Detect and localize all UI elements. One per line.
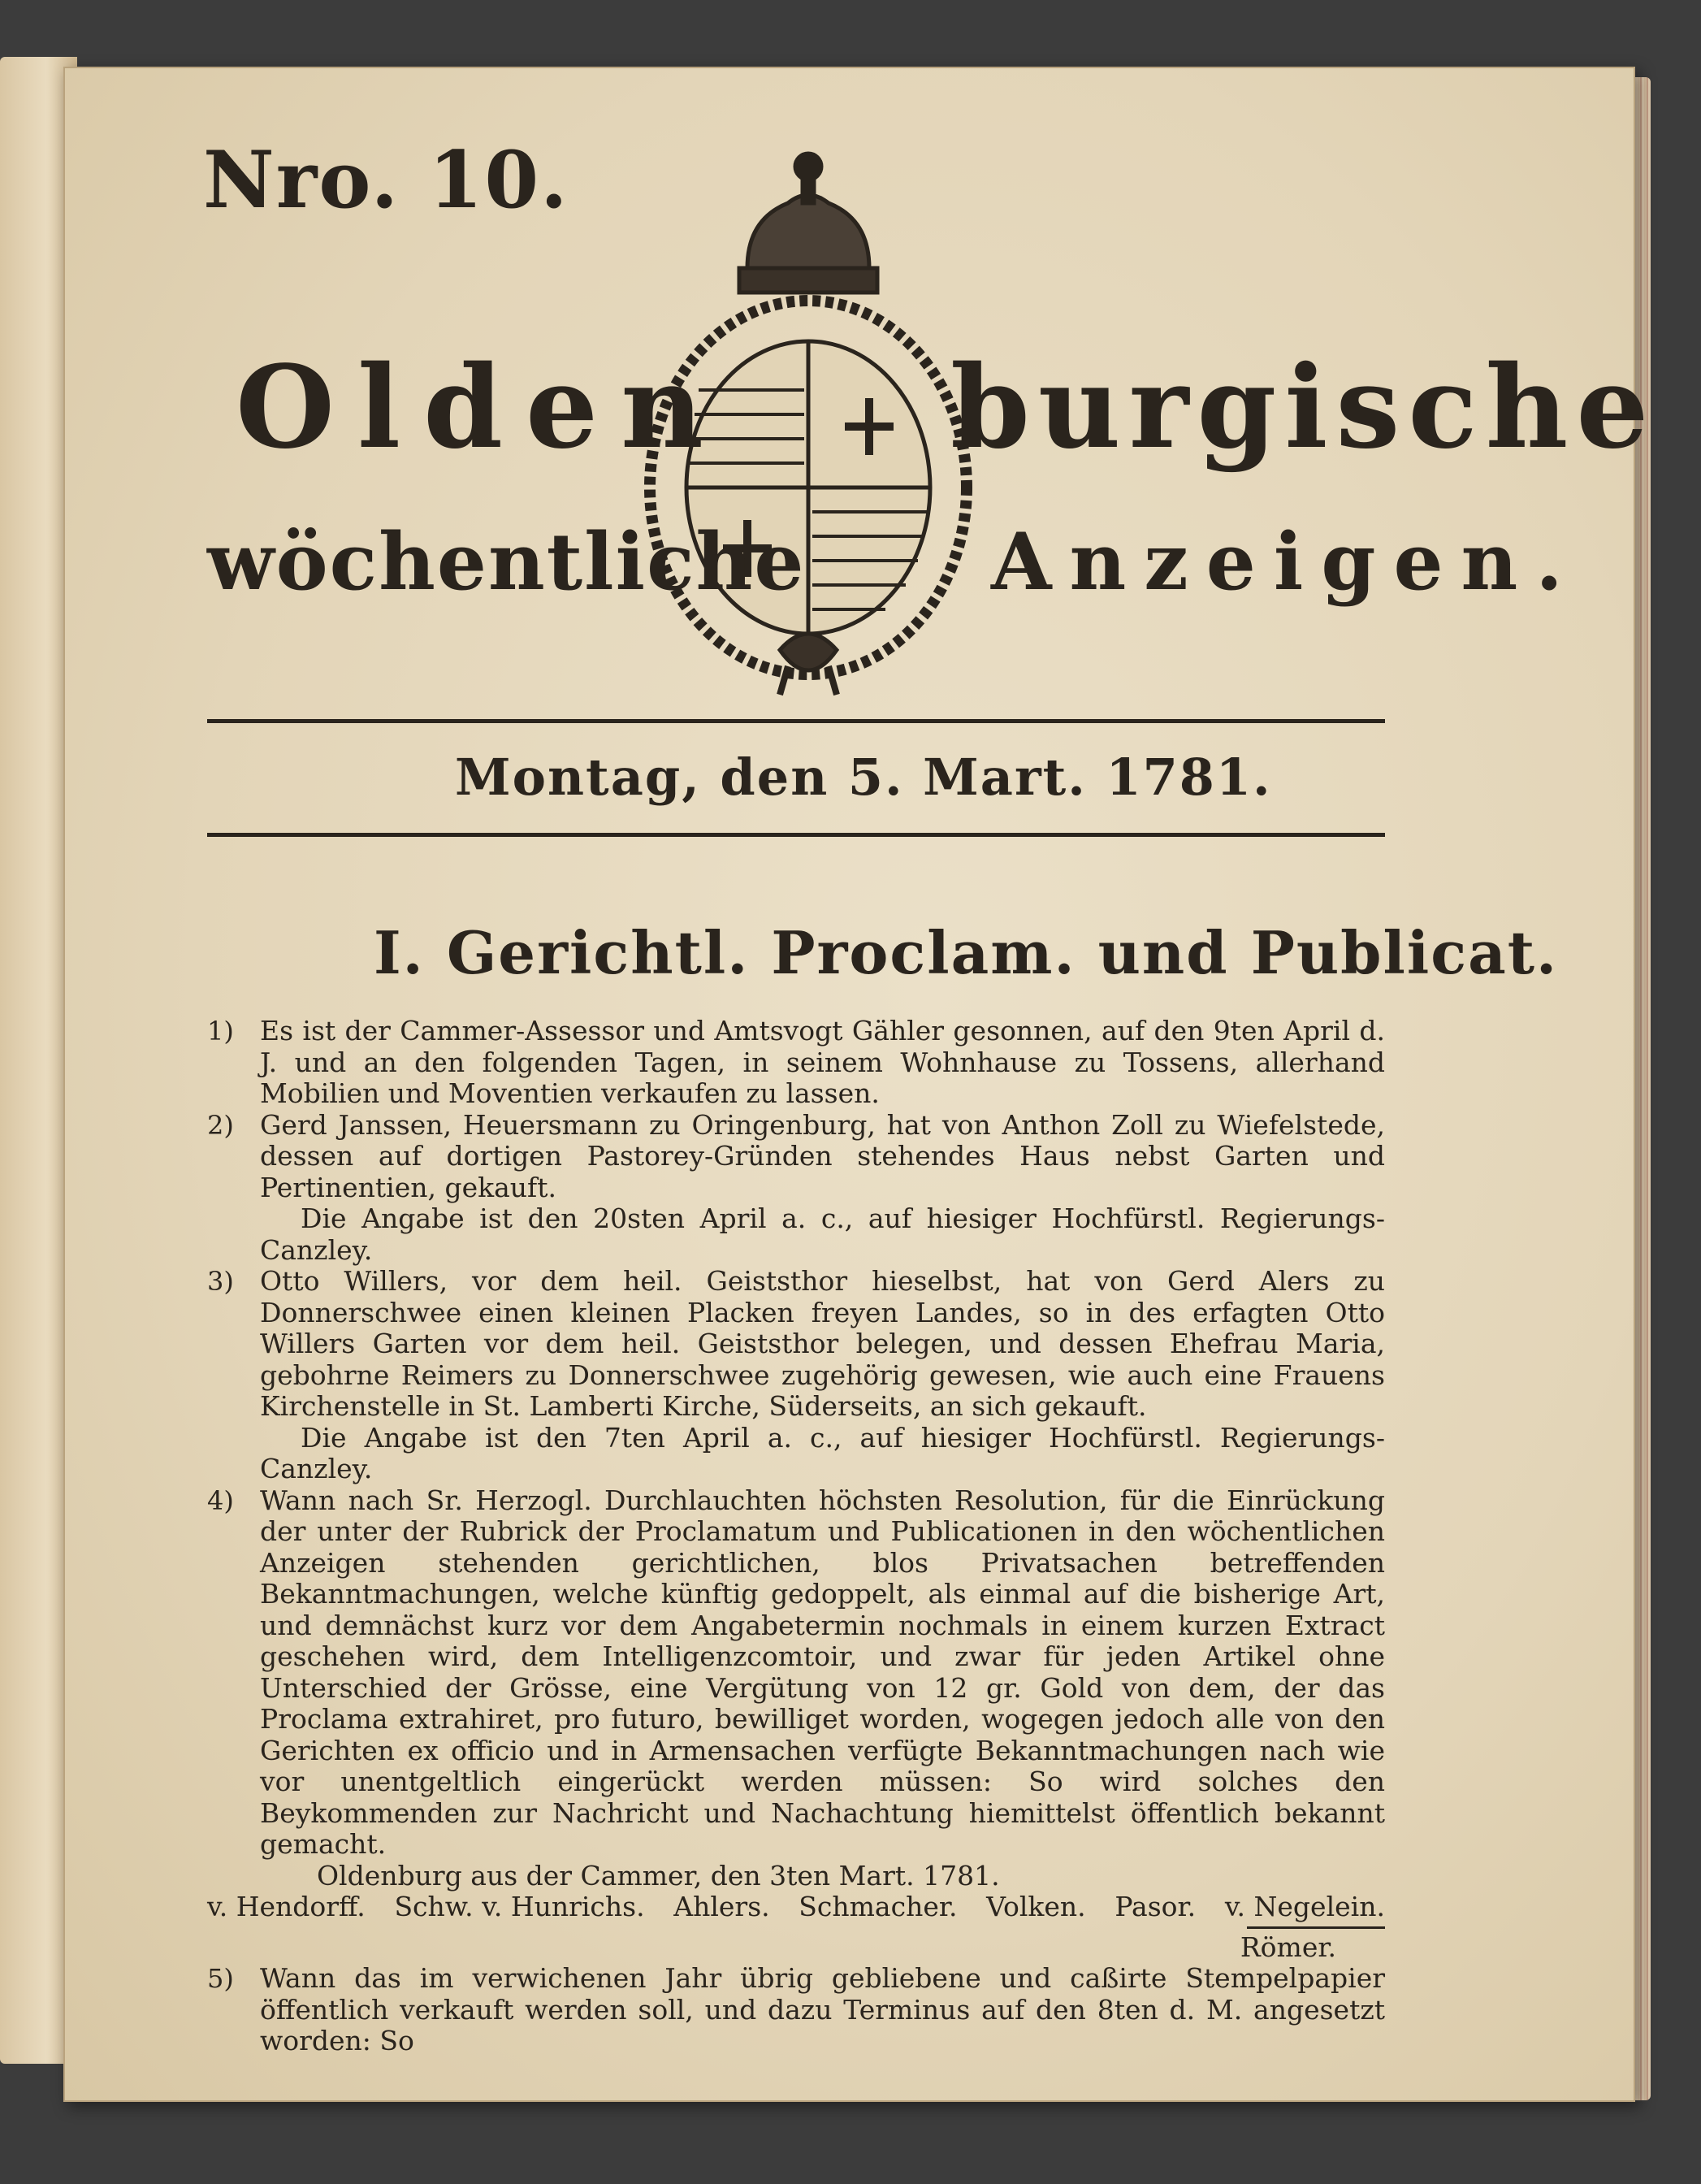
masthead-title-right: burgische xyxy=(950,341,1657,474)
signer: v. Negelein. xyxy=(1224,1891,1385,1922)
signer: Schw. v. Hunrichs. xyxy=(394,1891,645,1922)
masthead-title-left: Olden xyxy=(236,341,726,474)
issue-number: Nro. 10. xyxy=(203,134,569,226)
entry-number: 4) xyxy=(207,1484,234,1516)
signers-line xyxy=(207,1892,1385,1923)
entry-5 xyxy=(207,1963,1385,2057)
entry-3 xyxy=(207,1266,1385,1485)
entry-2 xyxy=(207,1110,1385,1267)
last-signer: Römer. xyxy=(1240,1930,1336,1963)
masthead-subtitle-right: Anzeigen. xyxy=(991,516,1581,608)
entry-note: Die Angabe ist den 7ten April a. c., auf hiesiger Hochfürstl. Regierungs-Canzley. xyxy=(260,1421,1385,1484)
signer: Volken. xyxy=(986,1891,1086,1922)
entry-1 xyxy=(207,1016,1385,1110)
signature-rule xyxy=(1247,1926,1385,1929)
entry-number: 5) xyxy=(207,1963,234,1994)
entry-number: 2) xyxy=(207,1109,234,1141)
entry-4 xyxy=(207,1485,1385,1892)
signer: Pasor. xyxy=(1115,1891,1197,1922)
signer: v. Hendorff. xyxy=(207,1891,366,1922)
entry-note: Die Angabe ist den 20sten April a. c., auf hiesiger Hochfürstl. Regierungs-Canzley. xyxy=(260,1202,1385,1266)
entry-closing: Oldenburg aus der Cammer, den 3ten Mart. 1781. xyxy=(317,1859,1000,1892)
entry-text: Otto Willers, vor dem heil. Geiststhor hieselbst, hat von Gerd Alers zu Donnerschwee einen kleinen Placken freyen Landes, so in des erfagten Otto Willers Garten vor dem heil. Geiststhor belegen, und dessen Ehefrau Maria, gebohrne Reimers zu Donnerschwee zugehörig gewesen, wie auch eine Frauens Kirchenstelle in St. Lamberti Kirche, Süderseits, an sich gekauft. xyxy=(260,1265,1385,1422)
entry-text: Es ist der Cammer-Assessor und Amtsvogt Gähler gesonnen, auf den 9ten April d. J. und an den folgenden Tagen, in seinem Wohnhause zu Tossens, allerhand Mobilien und Moventien verkaufen zu lassen. xyxy=(260,1015,1385,1109)
header-rule-bottom xyxy=(207,833,1385,837)
masthead-subtitle-left: wöchentliche xyxy=(207,516,806,608)
entry-text: Wann nach Sr. Herzogl. Durchlauchten höchsten Resolution, für die Einrückung der unter der Rubrick der Proclamatum und Publicationen in den wöchentlichen Anzeigen stehenden gerichtlichen, blos Privatsachen betreffenden Bekanntmachungen, welche künftig gedoppelt, als einmal auf die bisherige Art, und demnächst kurz vor dem Angabetermin nochmals in einem kurzen Extract geschehen wird, dem Intelligenzcomtoir, und zwar für jeden Artikel ohne Unterschied der Grösse, eine Vergütung von 12 gr. Gold von dem, der das Proclama extrahiret, pro futuro, bewilliget worden, wogegen jedoch alle von den Gerichten ex officio und in Armensachen verfügte Bekanntmachungen nach wie vor unentgeltlich eingerückt werden müssen: So wird solches den Beykommenden zur Nachricht und Nachachtung hiemittelst öffentlich bekannt gemacht. xyxy=(260,1484,1385,1860)
section-heading: I. Gerichtl. Proclam. und Publicat. xyxy=(374,918,1559,987)
entry-number: 3) xyxy=(207,1266,234,1297)
entry-text: Wann das im verwichenen Jahr übrig gebliebene und caßirte Stempelpapier öffentlich verkauft werden soll, und dazu Terminus auf den 8ten d. M. angesetzt worden: So xyxy=(260,1962,1385,2056)
entry-number: 1) xyxy=(207,1016,234,1046)
article-body xyxy=(207,1016,1385,2057)
entry-text: Gerd Janssen, Heuersmann zu Oringenburg, hat von Anthon Zoll zu Wiefelstede, dessen auf dortigen Pastorey-Gründen stehendes Haus nebst Garten und Pertinentien, gekauft. xyxy=(260,1108,1385,1203)
signer: Schmacher. xyxy=(799,1891,958,1922)
issue-date: Montag, den 5. Mart. 1781. xyxy=(455,748,1272,807)
header-rule-top xyxy=(207,719,1385,723)
signer: Ahlers. xyxy=(673,1891,770,1922)
